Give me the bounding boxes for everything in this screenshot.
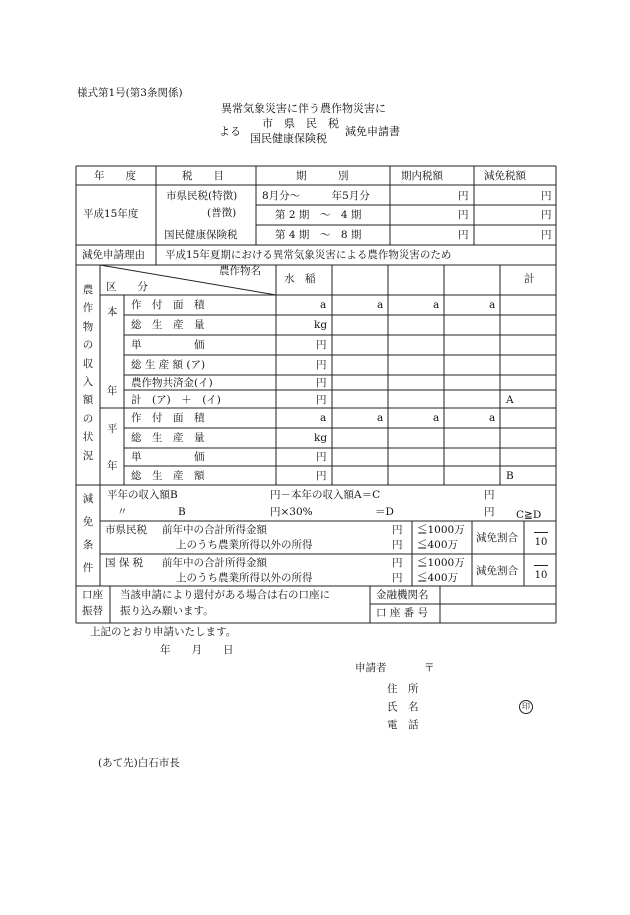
row-label: 総 生 産 額 [131,470,205,482]
postal-mark: 〒 [424,662,435,674]
yen-unit: 円 [541,209,552,221]
mark-a: A [506,394,514,406]
row-label: 単 価 [131,451,205,463]
period-2: 第 2 期 ～ 4 期 [275,209,362,221]
normal-year-label-1: 平 [107,423,118,435]
row-label: 作 付 面 積 [131,299,205,311]
header-exempt-tax: 減免税額 [484,170,526,182]
header-period-tax: 期内税額 [401,170,443,182]
limit-1000: ≦1000万 [417,557,465,569]
formula-d: 円×30% [270,506,313,518]
unit-yen: 円 [316,451,327,463]
yen-unit: 円 [458,190,469,202]
unit-are: a [377,412,384,424]
unit-yen: 円 [316,339,327,351]
nhi-tax-label: 国 保 税 [105,557,144,569]
b-label: B [178,506,186,518]
header-period: 期 別 [296,170,349,182]
address-label: 住 所 [387,683,419,695]
yen-unit: 円 [541,229,552,241]
prev-income-label: 前年中の合計所得金額 [162,557,267,569]
name-label: 氏 名 [387,701,419,713]
unit-are: a [433,412,440,424]
this-year-label-2: 年 [107,385,118,397]
tax-item-nhi: 国民健康保険税 [164,229,238,241]
row-label: 総 生 産 額 (ア) [131,359,206,371]
reason-label: 減免申請理由 [82,249,145,261]
title-yoru: よる [219,125,241,138]
unit-yen: 円 [316,394,327,406]
unit-are: a [320,412,327,424]
limit-400: ≦400万 [417,539,459,551]
bank-text-1: 当該申請により還付がある場合は右の口座に [120,589,330,601]
city-tax-label: 市県民税 [105,524,147,536]
row-label: 単 価 [131,339,205,351]
formula-c: 円－本年の収入額A＝C [270,489,381,501]
yen-unit: 円 [392,557,403,569]
yen-unit: 円 [484,489,495,501]
rate-label: 減免割合 [476,532,518,544]
total-header: 計 [524,273,535,285]
yen-unit: 円 [392,524,403,536]
unit-yen: 円 [316,359,327,371]
unit-yen: 円 [316,470,327,482]
tax-item-general: (普徴) [207,207,237,219]
title-city-tax: 市 県 民 税 [262,117,339,130]
normal-income-b: 平年の収入額B [107,489,178,501]
unit-are: a [320,299,327,311]
phone-label: 電 話 [387,719,419,731]
limit-400: ≦400万 [417,572,459,584]
row-label: 農作物共済金(イ) [131,377,213,389]
applicant-label: 申請者 [355,662,387,674]
title-line: 異常気象災害に伴う農作物災害に [221,102,386,115]
yen-unit: 円 [392,572,403,584]
income-side-label: 農 作 物 の 収 入 額 の 状 況 [82,284,94,462]
yen-unit: 円 [458,209,469,221]
rate-fraction: 10 [534,532,548,548]
unit-are: a [433,299,440,311]
title-nhi-tax: 国民健康保険税 [250,132,327,145]
bank-text-2: 振り込み願います。 [120,605,214,617]
addressee: (あて先)白石市長 [98,757,180,769]
account-label: 口 座 番 号 [376,607,429,619]
reason-text: 平成15年夏期における異常気象災害による農作物災害のため [165,249,452,261]
period-3: 第 4 期 ～ 8 期 [275,229,362,241]
fiscal-year: 平成15年度 [83,208,139,220]
period-1: 8月分～ 年5月分 [262,190,370,202]
unit-yen: 円 [316,377,327,389]
unit-are: a [489,299,496,311]
unit-kg: kg [314,432,328,444]
row-label: 計 (ア) ＋ (イ) [131,394,221,406]
limit-1000: ≦1000万 [417,524,465,536]
header-tax-item: 税 目 [182,170,224,182]
title-suffix: 減免申請書 [345,125,400,138]
category-header: 区 分 [106,281,148,293]
row-label: 総 生 産 量 [131,319,205,331]
crop-name-header: 農作物名 [219,265,261,277]
date-line: 年 月 日 [160,644,234,656]
conditions-side-label: 減 免 条 件 [82,493,94,574]
this-year-label-1: 本 [107,306,118,318]
rate-label: 減免割合 [476,565,518,577]
c-ge-d: C≧D [516,509,542,521]
form-number: 様式第1号(第3条関係) [77,87,183,99]
bank-label-1: 口座 [82,589,103,601]
row-label: 総 生 産 量 [131,432,205,444]
prev-income-label: 前年中の合計所得金額 [162,524,267,536]
bank-label-2: 振替 [82,605,103,617]
unit-are: a [377,299,384,311]
header-year: 年 度 [94,170,136,182]
crop-rice: 水 稲 [284,273,316,285]
ditto-mark: 〃 [117,506,128,518]
yen-unit: 円 [541,190,552,202]
rate-fraction: 10 [534,565,548,581]
normal-year-label-2: 年 [107,460,118,472]
yen-unit: 円 [484,506,495,518]
mark-b: B [506,470,514,482]
declaration: 上記のとおり申請いたします。 [90,626,237,638]
seal-mark: 印 [519,700,533,714]
unit-kg: kg [314,319,328,331]
yen-unit: 円 [392,539,403,551]
d-result: ＝D [375,506,394,518]
yen-unit: 円 [458,229,469,241]
non-farm-label: 上のうち農業所得以外の所得 [176,539,313,551]
row-label: 作 付 面 積 [131,412,205,424]
unit-are: a [489,412,496,424]
non-farm-label: 上のうち農業所得以外の所得 [176,572,313,584]
institution-label: 金融機関名 [376,589,429,601]
tax-item-special: 市県民税(特徴) [166,190,238,202]
